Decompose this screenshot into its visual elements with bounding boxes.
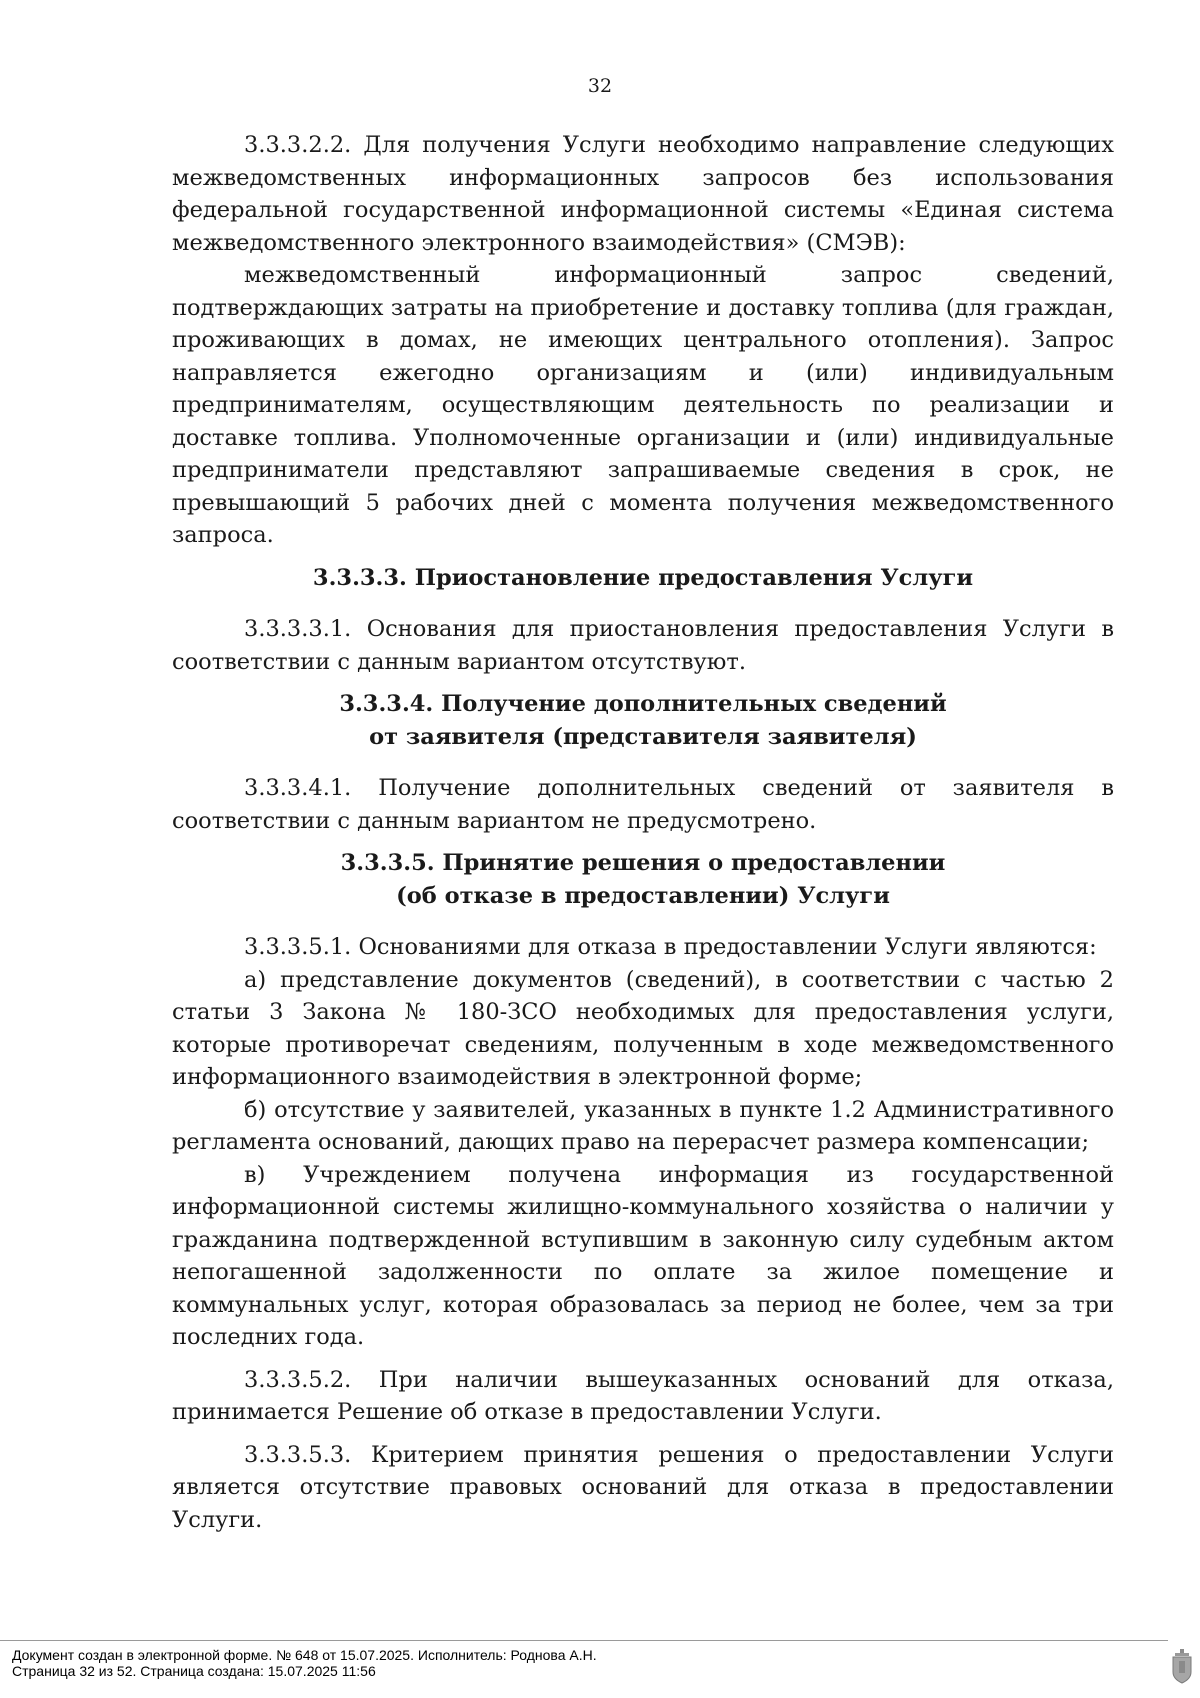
- footer-line-document-info: Документ создан в электронной форме. № 648 от 15.07.2025. Исполнитель: Роднова А.Н.: [12, 1647, 597, 1663]
- paragraph-item-v: в) Учреждением получена информация из государственной информационной системы жилищно-коммунального хозяйства о наличии у гражданина подтвержденной вступившим в законную силу судебным актом непогашенной задолженности по оплате за жилое помещение и коммунальных услуг, которая образовалась за период не более, чем за три последних года.: [172, 1161, 1114, 1350]
- paragraph-item-a: а) представление документов (сведений), в соответствии с частью 2 статьи 3 Закона № 180-ЗСО необходимых для предоставления услуги, которые противоречат сведениям, полученным в ходе межведомственного информационного взаимодействия в электронной форме;: [172, 966, 1114, 1090]
- paragraph-item-b: б) отсутствие у заявителей, указанных в пункте 1.2 Административного регламента оснований, дающих право на перерасчет размера компенсации;: [172, 1096, 1114, 1155]
- paragraph-3-3-3-3-1: 3.3.3.3.1. Основания для приостановления предоставления Услуги в соответствии с данным вариантом отсутствуют.: [172, 616, 1114, 675]
- document-body: [172, 129, 1114, 1536]
- paragraph-3-3-3-5-3: 3.3.3.5.3. Критерием принятия решения о предоставлении Услуги является отсутствие правовых оснований для отказа в предоставлении Услуги.: [172, 1441, 1114, 1533]
- paragraph-3-3-3-5-1: 3.3.3.5.1. Основаниями для отказа в предоставлении Услуги являются:: [244, 934, 1097, 960]
- section-heading-3-3-3-5: 3.3.3.5. Принятие решения о предоставлении (об отказе в предоставлении) Услуги: [340, 850, 946, 909]
- page-number: 32: [587, 75, 613, 97]
- coat-of-arms-icon: [1170, 1648, 1194, 1684]
- footer-divider: [0, 1640, 1168, 1641]
- paragraph-3-3-3-5-2: 3.3.3.5.2. При наличии вышеуказанных оснований для отказа, принимается Решение об отказе в предоставлении Услуги.: [172, 1366, 1114, 1425]
- paragraph-interagency-request: межведомственный информационный запрос сведений, подтверждающих затраты на приобретение и доставку топлива (для граждан, проживающих в домах, не имеющих центрального отопления). Запрос направляется ежегодно организациям и (или) индивидуальным предпринимателям, осуществляющим деятельность по реализации и доставке топлива. Уполномоченные организации и (или) индивидуальные предприниматели представляют запрашиваемые сведения в срок, не превышающий 5 рабочих дней с момента получения межведомственного запроса.: [172, 262, 1114, 548]
- paragraph-3-3-3-4-1: 3.3.3.4.1. Получение дополнительных сведений от заявителя в соответствии с данным вариантом не предусмотрено.: [172, 775, 1114, 834]
- section-heading-3-3-3-4: 3.3.3.4. Получение дополнительных сведений от заявителя (представителя заявителя): [339, 691, 947, 750]
- paragraph-3-3-3-2-2: 3.3.3.2.2. Для получения Услуги необходимо направление следующих межведомственных информационных запросов без использования федеральной государственной информационной системы «Единая система межведомственного электронного взаимодействия» (СМЭВ):: [172, 132, 1114, 256]
- section-heading-3-3-3-3: 3.3.3.3. Приостановление предоставления Услуги: [312, 564, 974, 591]
- document-footer: [12, 1647, 597, 1679]
- footer-line-page-info: Страница 32 из 52. Страница создана: 15.07.2025 11:56: [12, 1663, 376, 1679]
